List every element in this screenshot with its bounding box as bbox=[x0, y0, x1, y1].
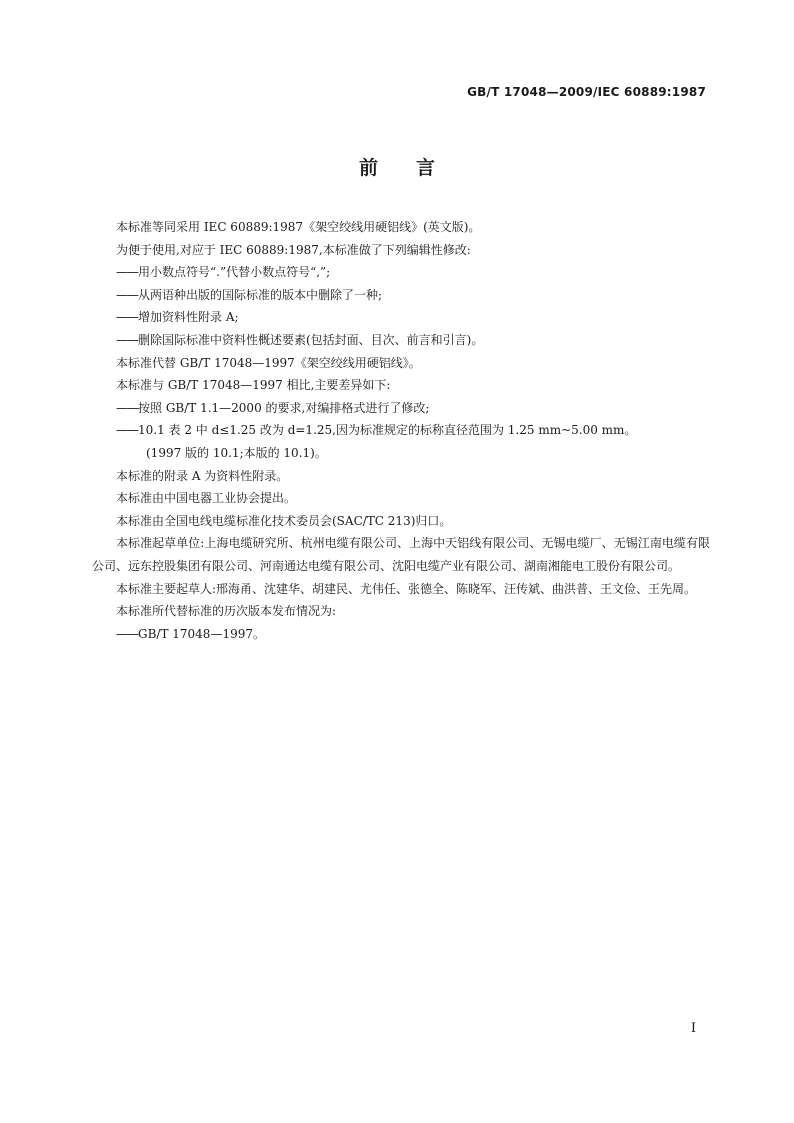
page-number: I bbox=[690, 1021, 696, 1036]
dash-marker: —— bbox=[116, 400, 138, 415]
paragraph-drafting-units: 本标准起草单位:上海电缆研究所、杭州电缆有限公司、上海中天铝线有限公司、无锡电缆厂、无锡江南电缆有限公司、远东控股集团有限公司、河南通达电缆有限公司、沈阳电缆产业有限公司、湖南湘能电工股份有限公司。 bbox=[92, 536, 710, 573]
list-item-text: 从两语种出版的国际标准的版本中删除了一种; bbox=[138, 287, 383, 302]
dash-marker: —— bbox=[116, 626, 138, 641]
dash-marker: —— bbox=[116, 265, 138, 280]
list-item-continuation: (1997 版的 10.1;本版的 10.1)。 bbox=[146, 445, 327, 460]
list-item-annex-added bbox=[92, 306, 710, 329]
dash-marker: —— bbox=[116, 332, 138, 347]
list-item-text: 用小数点符号“.”代替小数点符号“,”; bbox=[138, 265, 331, 280]
paragraph-drafters: 本标准主要起草人:邢海甬、沈建华、胡建民、尤伟任、张德全、陈晓军、汪传斌、曲洪普、王文俭、王先周。 bbox=[116, 581, 697, 596]
list-item-decimal-point bbox=[92, 261, 710, 284]
list-item-text: 增加资料性附录 A; bbox=[138, 310, 239, 325]
list-item-language-removed bbox=[92, 284, 710, 307]
list-item-format-changes bbox=[92, 397, 710, 420]
standard-identifier: GB/T 17048—2009/IEC 60889:1987 bbox=[467, 85, 706, 99]
list-item-text: 删除国际标准中资料性概述要素(包括封面、目次、前言和引言)。 bbox=[138, 332, 484, 347]
paragraph-differences: 本标准与 GB/T 17048—1997 相比,主要差异如下: bbox=[116, 378, 391, 393]
list-item-previous-edition bbox=[92, 623, 710, 646]
list-item-text: GB/T 17048—1997。 bbox=[138, 626, 265, 641]
list-item-diameter-change bbox=[92, 419, 710, 442]
paragraph-committee: 本标准由全国电线电缆标准化技术委员会(SAC/TC 213)归口。 bbox=[116, 513, 452, 528]
list-item-text: 10.1 表 2 中 d≤1.25 改为 d=1.25,因为标准规定的标称直径范围为 1.25 mm~5.00 mm。 bbox=[138, 423, 637, 438]
paragraph-adoption: 本标准等同采用 IEC 60889:1987《架空绞线用硬铝线》(英文版)。 bbox=[116, 220, 481, 234]
paragraph-replaces: 本标准代替 GB/T 17048—1997《架空绞线用硬铝线》。 bbox=[116, 355, 421, 370]
paragraph-history: 本标准所代替标准的历次版本发布情况为: bbox=[116, 604, 337, 619]
dash-marker: —— bbox=[116, 423, 138, 438]
list-item-text: 按照 GB/T 1.1—2000 的要求,对编排格式进行了修改; bbox=[138, 400, 430, 415]
paragraph-annex: 本标准的附录 A 为资料性附录。 bbox=[116, 468, 289, 483]
foreword-body bbox=[92, 216, 710, 645]
dash-marker: —— bbox=[116, 310, 138, 325]
dash-marker: —— bbox=[116, 287, 138, 302]
list-item-elements-removed bbox=[92, 329, 710, 352]
page-title: 前言 bbox=[358, 157, 473, 179]
paragraph-editorial-changes: 为便于使用,对应于 IEC 60889:1987,本标准做了下列编辑性修改: bbox=[116, 242, 471, 257]
paragraph-proposer: 本标准由中国电器工业协会提出。 bbox=[116, 491, 297, 506]
